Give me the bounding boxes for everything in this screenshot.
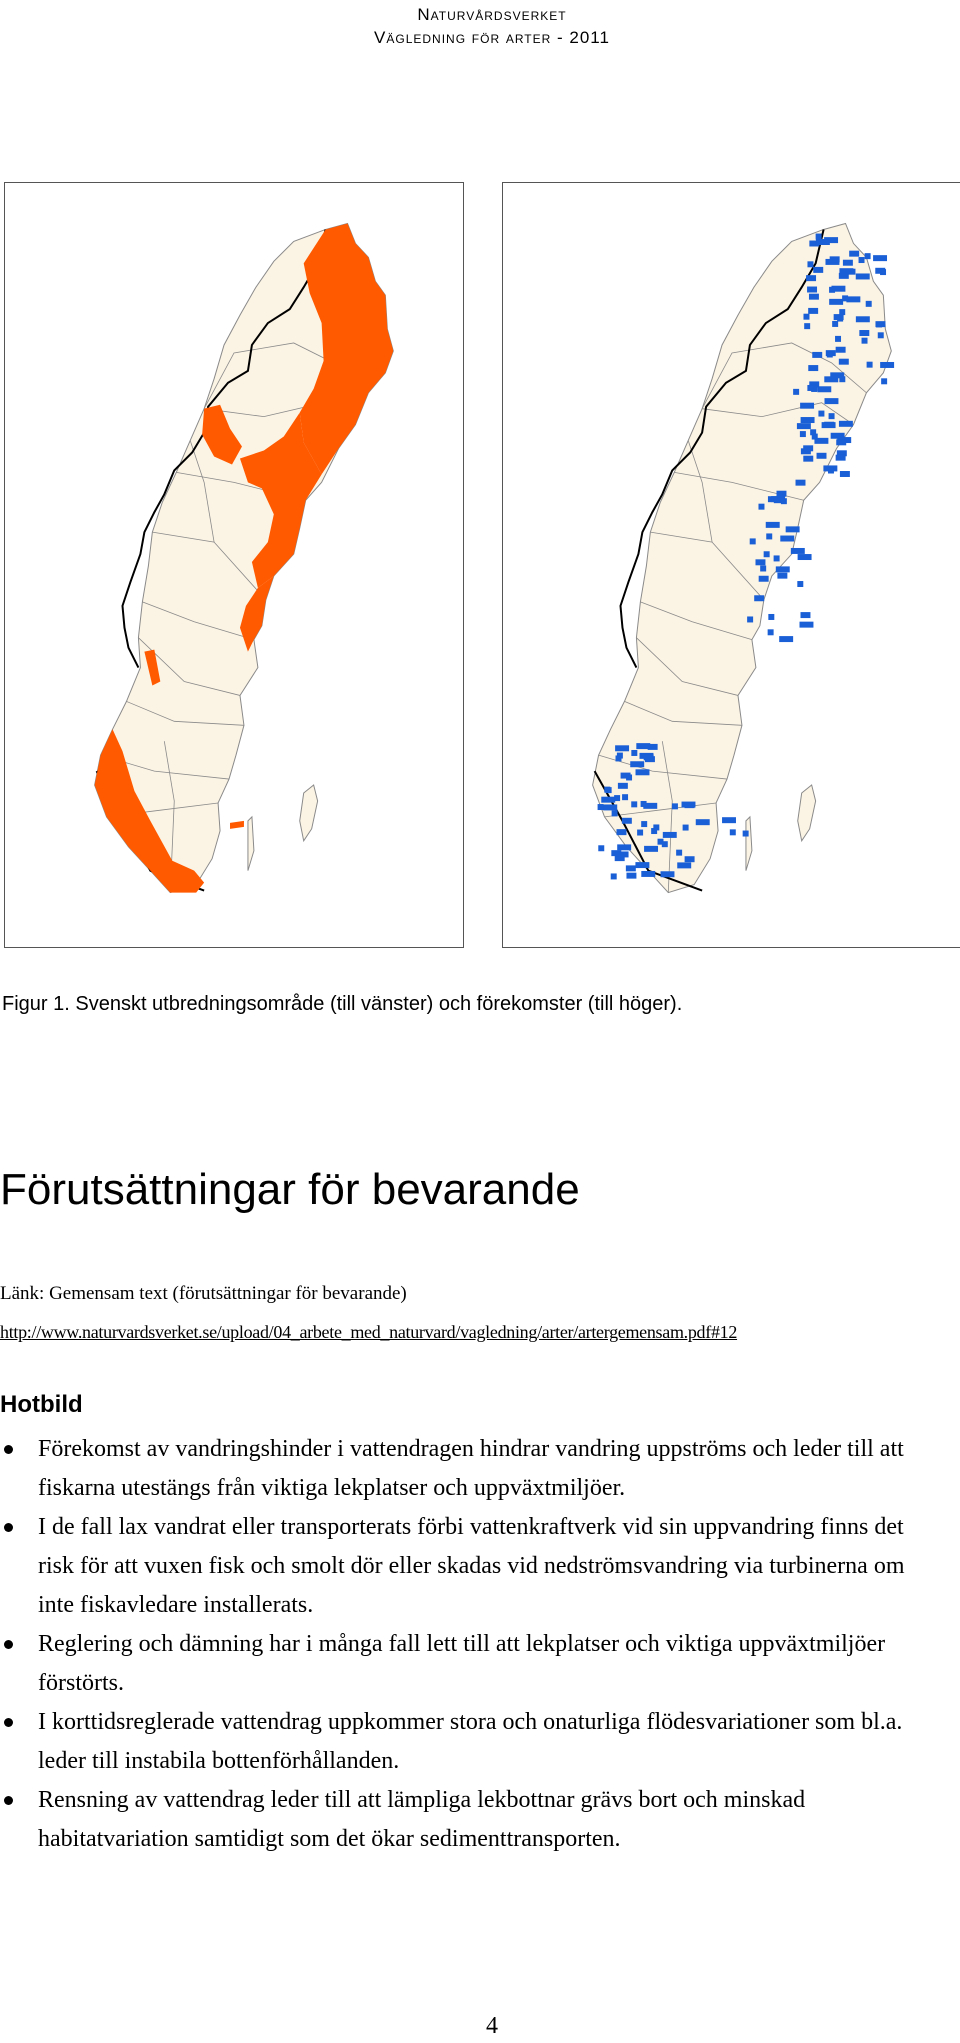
occurrence-cell [661, 871, 675, 877]
occurrence-cell [797, 423, 811, 429]
occurrence-cell [612, 810, 618, 816]
occurrence-cell [812, 352, 822, 358]
occurrence-cell [796, 480, 806, 486]
occurrence-cell [641, 821, 647, 827]
occurrence-cell [801, 417, 815, 423]
occurrence-cell [807, 261, 813, 267]
occurrence-cell [643, 803, 657, 809]
occurrence-map [502, 182, 960, 948]
threat-item: I korttidsreglerade vattendrag uppkommer stora och onaturliga flödesvariationer som bl.a. leder till instabila bottenförhållanden. [0, 1703, 920, 1781]
occurrence-cell [618, 783, 628, 789]
occurrence-cell [601, 797, 615, 803]
occurrence-cell [622, 818, 632, 824]
figure-caption: Figur 1. Svenskt utbredningsområde (till vänster) och förekomster (till höger). [2, 993, 683, 1015]
distribution-map [4, 182, 464, 948]
occurrence-cell [606, 787, 612, 793]
occurrence-cell [818, 411, 824, 417]
occurrence-cell [653, 824, 659, 830]
occurrence-cell [866, 301, 872, 307]
occurrence-cell [856, 273, 870, 279]
distribution-region-small-east [230, 821, 244, 829]
occurrence-cell [856, 316, 870, 322]
occurrence-cell [663, 832, 677, 838]
occurrence-cell [814, 438, 828, 444]
occurrence-cell [754, 595, 764, 601]
occurrence-cell [760, 565, 766, 571]
occurrence-cell [880, 362, 894, 368]
occurrence-cell [626, 774, 632, 780]
occurrence-cell [849, 251, 859, 257]
threat-item: Reglering och dämning har i många fall lett till att lekplatser och viktiga uppväxtmiljöer förstörts. [0, 1625, 920, 1703]
header-organization: Naturvårdsverket [417, 5, 567, 24]
occurrence-cell [635, 862, 649, 868]
occurrence-cell [766, 533, 772, 539]
occurrence-cell [836, 455, 846, 461]
occurrence-cell [839, 359, 849, 365]
occurrence-cell [829, 287, 835, 293]
occurrence-cell [676, 850, 682, 856]
occurrence-cell [873, 255, 887, 261]
artergemensam-link[interactable]: http://www.naturvardsverket.se/upload/04_arbete_med_naturvard/vagledning/arter/artergemensam.pdf#12 [0, 1322, 738, 1342]
occurrence-cell [631, 801, 637, 807]
occurrence-cell [644, 846, 658, 852]
occurrence-cell [862, 338, 868, 344]
occurrence-cell [828, 468, 834, 474]
occurrence-cell [672, 803, 678, 809]
occurrence-cell [755, 559, 765, 565]
section-title: Förutsättningar för bevarande [0, 1165, 580, 1214]
header-subtitle: Vägledning för arter - 2011 [374, 28, 610, 47]
occurrence-cell [685, 856, 695, 862]
occurrence-cell [807, 287, 817, 293]
occurrence-cell [619, 851, 629, 857]
occurrence-cell [636, 743, 650, 749]
occurrence-cell [808, 365, 818, 371]
occurrence-cell [768, 629, 774, 635]
threat-item: Rensning av vattendrag leder till att lämpliga lekbottnar grävs bort och minskad habitatvariation samtidigt som det ökar sedimenttransporten. [0, 1781, 920, 1859]
occurrence-cell [630, 761, 644, 767]
occurrence-cell [836, 347, 846, 353]
occurrence-cell [824, 398, 838, 404]
occurrence-cell [611, 873, 617, 879]
occurrence-cell [843, 260, 853, 266]
occurrence-cell [631, 750, 637, 756]
occurrence-cell [878, 332, 884, 338]
occurrence-cell [806, 275, 816, 281]
occurrence-cell [598, 845, 604, 851]
occurrence-cell [800, 622, 814, 628]
occurrence-cell [813, 267, 823, 273]
occurrence-cell [840, 471, 850, 477]
occurrence-cell [750, 538, 756, 544]
occurrence-cell [780, 536, 794, 542]
occurrence-cell [865, 253, 871, 259]
page-number: 4 [486, 2013, 498, 2039]
occurrence-cell [839, 273, 849, 279]
occurrence-cell [822, 422, 836, 428]
occurrence-cell [616, 755, 622, 761]
occurrence-cell [662, 841, 668, 847]
occurrence-cell [758, 504, 764, 510]
occurrence-cell [696, 819, 710, 825]
occurrence-cell [636, 769, 650, 775]
occurrence-cell [774, 555, 780, 561]
occurrence-cell [626, 873, 636, 879]
occurrence-cell [859, 257, 865, 263]
occurrence-cell [829, 413, 835, 419]
occurrence-cell [779, 636, 793, 642]
occurrence-cell [834, 314, 844, 320]
occurrence-cell [641, 871, 655, 877]
occurrence-cell [781, 498, 787, 504]
occurrence-cell [803, 314, 809, 320]
occurrence-cell [811, 386, 817, 392]
occurrence-cell [598, 804, 604, 810]
occurrence-cell [875, 268, 885, 274]
occurrence-cell [875, 321, 885, 327]
occurrence-cell [816, 239, 830, 245]
occurrence-cell [617, 829, 627, 835]
occurrence-cell [637, 830, 643, 836]
occurrence-cell [836, 439, 846, 445]
oland-island [248, 817, 254, 871]
occurrence-cell [777, 573, 787, 579]
occurrence-cell [881, 378, 887, 384]
threats-heading: Hotbild [0, 1391, 83, 1418]
threat-item: Förekomst av vandringshinder i vattendragen hindrar vandring uppströms och leder till att fiskarna utestängs från viktiga lekplatser och uppväxtmiljöer. [0, 1430, 920, 1508]
occurrence-cell [766, 522, 780, 528]
occurrence-cell [801, 612, 811, 618]
occurrence-cell [615, 745, 629, 751]
occurrence-cell [835, 336, 841, 342]
occurrence-cell [830, 372, 844, 378]
distribution-map-svg [5, 183, 463, 947]
occurrence-cell [867, 362, 873, 368]
occurrence-cell [617, 844, 631, 850]
occurrence-cell [768, 614, 774, 620]
occurrence-cell [859, 330, 869, 336]
occurrence-cell [817, 386, 831, 392]
occurrence-cell [831, 433, 845, 439]
occurrence-cell [793, 389, 799, 395]
occurrence-cell [817, 453, 827, 459]
occurrence-cell [626, 865, 636, 871]
occurrence-cell [677, 862, 691, 868]
threat-item: I de fall lax vandrat eller transporterats förbi vattenkraftverk vid sin uppvandring finns det risk för att vuxen fisk och smolt dör eller skadas vid nedströmsvandring via turbinerna om inte fiskavledare installerats. [0, 1508, 920, 1625]
occurrence-cell [777, 491, 787, 497]
occurrence-cell [614, 795, 620, 801]
occurrence-cell [800, 431, 806, 437]
gotland-island [798, 785, 816, 841]
occurrence-cell [839, 421, 853, 427]
occurrence-cell [747, 616, 753, 622]
occurrence-cell [791, 548, 805, 554]
occurrence-map-svg [503, 183, 960, 947]
occurrence-cell [644, 754, 654, 760]
occurrence-cell [827, 352, 833, 358]
occurrence-cell [797, 581, 803, 587]
occurrence-cell [685, 802, 695, 808]
link-label: Länk: Gemensam text (förutsättningar för bevarande) [0, 1283, 407, 1304]
occurrence-cell [730, 829, 736, 835]
occurrence-cell [743, 831, 749, 837]
occurrence-cell [808, 308, 818, 314]
occurrence-cell [832, 321, 838, 327]
occurrence-cell [776, 566, 790, 572]
occurrence-cell [683, 825, 689, 831]
occurrence-cell [830, 256, 840, 262]
occurrence-cell [829, 299, 843, 305]
occurrence-cell [722, 817, 736, 823]
occurrence-cell [786, 526, 800, 532]
occurrence-cell [764, 551, 770, 557]
occurrence-cell [622, 794, 628, 800]
gotland-island [300, 785, 318, 841]
oland-island [746, 817, 752, 871]
occurrence-cell [759, 576, 769, 582]
occurrence-cell [816, 234, 822, 240]
occurrence-cell [798, 554, 812, 560]
page-header [0, 4, 960, 50]
occurrence-cell [809, 294, 819, 300]
threats-list [0, 1430, 920, 1859]
occurrence-cell [846, 296, 860, 302]
occurrence-cell [803, 456, 813, 462]
occurrence-cell [800, 403, 814, 409]
occurrence-cell [804, 323, 810, 329]
occurrence-cell [603, 804, 617, 810]
occurrence-cell [803, 445, 813, 451]
